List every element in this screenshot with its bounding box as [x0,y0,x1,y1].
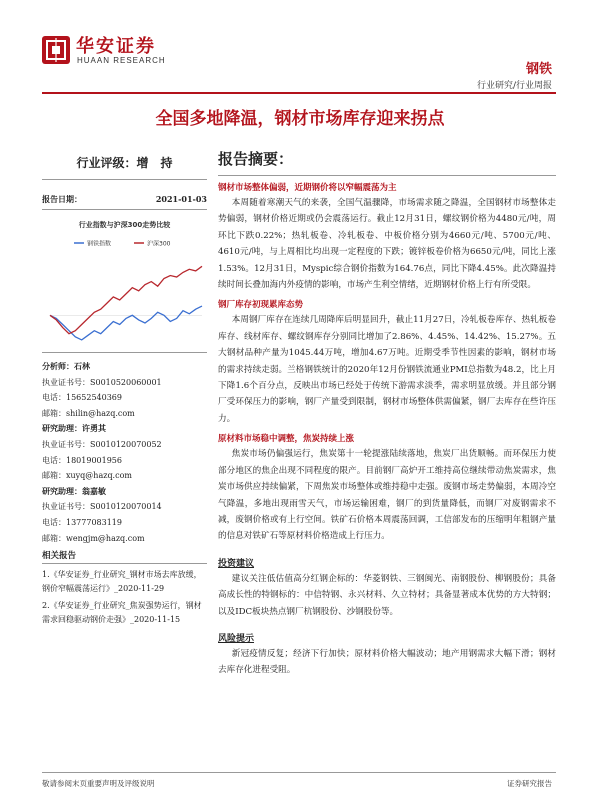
analyst-3 [42,484,207,546]
analyst-name: 石林 [74,361,90,371]
series-line-steel [50,306,202,340]
left-sidebar [42,148,207,627]
analyst-name: 翁嘉敏 [82,485,106,496]
analyst-name: 许勇其 [82,423,106,434]
risk-warning-heading: 风险提示 [218,633,255,644]
series-line-hs300 [50,266,202,333]
analyst-2 [42,421,207,483]
logo-english: HUAAN RESEARCH [77,56,166,65]
analyst-cert: 执业证书号：S0010120070052 [42,439,162,449]
related-report-item[interactable]: 1.《华安证券_行业研究_钢材市场去库放缓，钢价窄幅震荡运行》_2020-11-29 [42,570,202,593]
report-date-row [42,180,207,210]
report-type: 行业研究/行业周报 [476,81,552,91]
date-label: 报告日期： [42,194,82,204]
industry-rating: 行业评级：增 持 [42,148,207,180]
related-report-item[interactable]: 2.《华安证券_行业研究_焦炭强势运行，钢材需求回稳驱动钢价走强》_2020-11-15 [42,601,202,624]
chart-svg [42,234,207,352]
legend-label-steel: 钢铁指数 [87,240,112,248]
analyst-email[interactable]: 邮箱：wengjm@hazq.com [42,533,145,543]
logo-chinese: 华安证券 [76,36,156,57]
footer-report-label: 证券研究报告 [507,779,552,788]
investment-advice-heading: 投资建议 [218,558,255,569]
analyst-role: 研究助理： [42,423,82,434]
analyst-role: 研究助理： [42,485,82,496]
analyst-info [42,359,207,546]
analyst-role: 分析师： [42,361,74,371]
sector-label: 钢铁 [525,62,552,77]
risk-warning-paragraph: 新冠疫情反复；经济下行加快；原材料价格大幅波动；地产用钢需求大幅下滑；钢材去库存化进程受阻。 [218,648,556,676]
analyst-email[interactable]: 邮箱：shilin@hazq.com [42,408,135,418]
section-heading-raw-materials: 原材料市场稳中调整，焦炭持续上涨 [218,434,355,445]
report-abstract [218,148,556,679]
legend-label-hs300: 沪深300 [147,240,171,248]
analyst-phone: 电话：15652540369 [42,393,122,403]
section-heading-inventory: 钢厂库存初现累库态势 [218,300,304,311]
section-paragraph-inventory: 本周钢厂库存在连续几周降库后明显回升，截止11月27日，冷轧板卷库存、热轧板卷库存、线材库存、螺纹钢库存分别同比增加了2.86%、4.45%、14.42%、15.27%。五大钢材品种产量为1045.44万吨，增加4.67万吨。近期受季节性因素的影响，钢材市场的需求持续走弱。兰格钢铁统计的2020年12月份钢铁流通业PMI总指数为48.2，比上月下降1.6个百分点，反映出市场已经处于传统下游需求淡季，需求明显放缓。并且部分钢厂受环保压力的影响，钢厂产量受到限制，钢材市场整体供需偏紧，钢厂去库存在些许压力。 [218,315,556,424]
analyst-cert: 执业证书号：S0010520060001 [42,377,162,387]
section-paragraph-market: 本周随着寒潮天气的来袭，全国气温骤降，市场需求随之降温，全国钢材市场整体走势偏弱，钢材价格近期或仍会震荡运行。截止12月31日，螺纹钢价格为4480元/吨，周环比下跌0.22%；热轧板卷、冷轧板卷、中板价格分别为4660元/吨、5700元/吨、4610元/吨，与上周相比均出现一定程度的下跌；镀锌板卷价格为6650元/吨，同比上涨1.53%。12月31日，Myspic综合钢价指数为164.76点，同比下降4.45%。此次降温持续时间长叠加海内外疫情的影响，市场产生利空情绪，近期钢材价格上行有所受限。 [218,198,556,291]
logo-seal-icon [42,36,70,64]
analyst-cert: 执业证书号：S0010120070014 [42,502,162,512]
section-paragraph-raw-materials: 焦炭市场仍偏强运行，焦炭第十一轮提涨陆续落地，焦炭厂出货顺畅。而环保压力使部分地区的焦企出现不同程度的限产。目前钢厂高炉开工维持高位继续带动焦炭需求，焦炭市场供应持续偏紧，下周焦炭市场整体或维持稳中走强。废钢市场走势偏弱，本周冷空气降温，多地出现雨雪天气，市场运输困难，钢厂的到货量降低，而钢厂对废钢需求不减，废钢价格或有上行空间。铁矿石价格本周震荡回调，工信部发布的压缩明年粗钢产量的信息对铁矿石等原材料价格造成上行压力。 [218,449,556,542]
investment-advice-paragraph: 建议关注低估值高分红钢企标的：华菱钢铁、三钢闽光、南钢股份、柳钢股份；具备高成长性的特钢标的：中信特钢、永兴材料、久立特材；具备显著成本优势的方大特钢；以及IDC板块热点钢厂杭钢股份、沙钢股份等。 [218,573,556,617]
analyst-phone: 电话：18019001956 [42,455,122,465]
footer-disclaimer: 敬请参阅末页重要声明及评级说明 [42,779,155,788]
footer-divider [42,772,556,773]
index-comparison-chart [42,234,207,353]
analyst-email[interactable]: 邮箱：xuyq@hazq.com [42,471,132,481]
analyst-1 [42,359,207,421]
page-title: 全国多地降温，钢材市场库存迎来拐点 [155,109,445,129]
header-divider [42,92,556,94]
chart-title: 行业指数与沪深300走势比较 [78,221,171,229]
analyst-phone: 电话：13777083119 [42,517,122,527]
report-header [0,0,600,92]
report-date: 2021-01-03 [155,194,207,204]
section-heading-market: 钢材市场整体偏弱，近期钢价将以窄幅震荡为主 [218,183,397,193]
related-reports-heading: 相关报告 [42,549,207,564]
abstract-title: 报告摘要： [218,148,556,176]
